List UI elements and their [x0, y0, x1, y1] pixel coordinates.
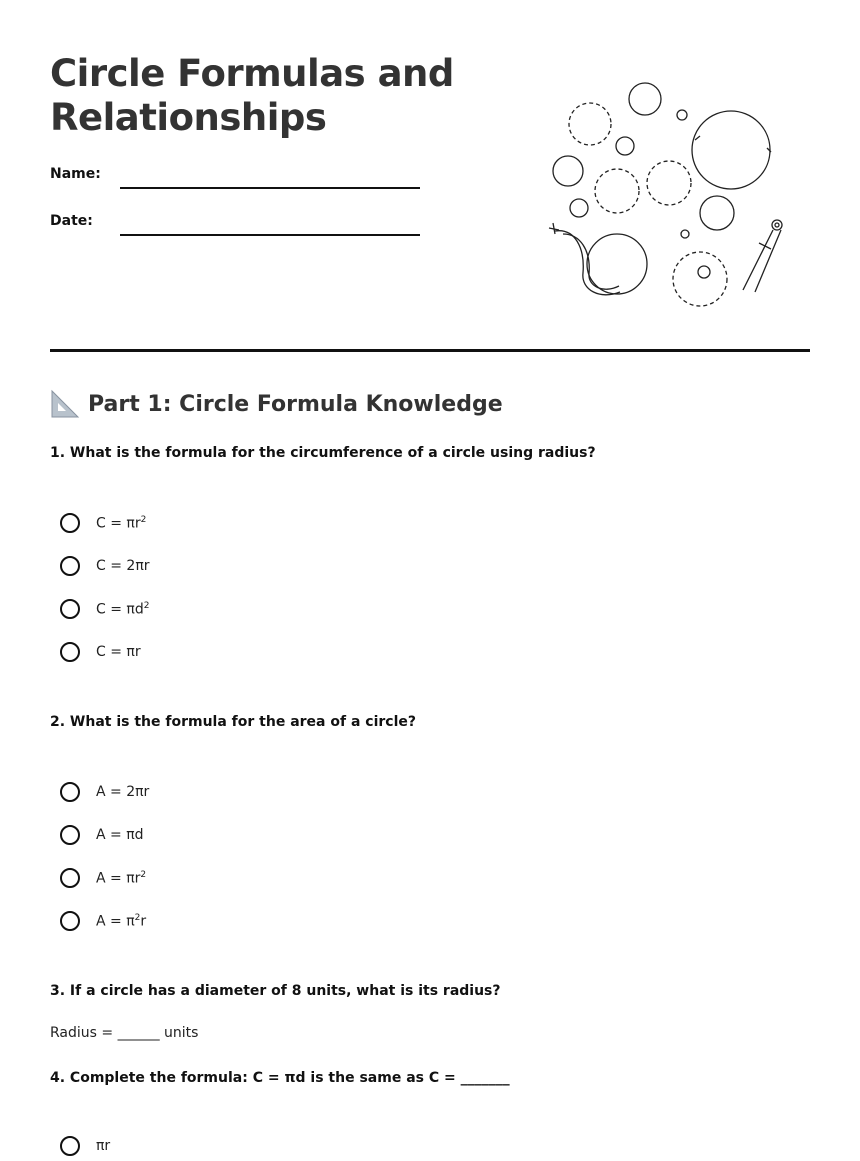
- option-label: A = 2πr: [96, 784, 150, 800]
- option-label: $A = \pi^2r$: [96, 912, 147, 930]
- question-1: 1. What is the formula for the circumference of a circle using radius?: [50, 445, 596, 461]
- option-q2-a[interactable]: [60, 780, 149, 804]
- page-title: Circle Formulas and Relationships: [50, 52, 454, 139]
- radio-button[interactable]: [60, 911, 80, 931]
- radio-button[interactable]: [60, 599, 80, 619]
- circles-illustration: [545, 78, 795, 308]
- option-q2-b[interactable]: [60, 823, 144, 847]
- date-field[interactable]: [120, 234, 420, 236]
- name-label: Name:: [50, 166, 101, 182]
- option-q1-b[interactable]: [60, 554, 150, 578]
- date-label: Date:: [50, 213, 93, 229]
- option-q1-a[interactable]: [60, 511, 146, 535]
- question-2: 2. What is the formula for the area of a circle?: [50, 714, 416, 730]
- radio-button[interactable]: [60, 642, 80, 662]
- radio-button[interactable]: [60, 868, 80, 888]
- option-label: $A = \pi r^2$: [96, 869, 147, 887]
- option-q1-d[interactable]: [60, 640, 141, 664]
- radio-button[interactable]: [60, 782, 80, 802]
- radius-answer-line[interactable]: Radius = ______ units: [50, 1025, 199, 1041]
- section-heading: [50, 388, 503, 420]
- name-field[interactable]: [120, 187, 420, 189]
- question-3: 3. If a circle has a diameter of 8 units, what is its radius?: [50, 983, 501, 999]
- option-label: $C = \pi d^2$: [96, 600, 150, 618]
- question-4: 4. Complete the formula: C = πd is the same as C = _______: [50, 1070, 510, 1086]
- option-q2-d[interactable]: [60, 909, 146, 933]
- option-q4-a[interactable]: [60, 1134, 110, 1158]
- radio-button[interactable]: [60, 513, 80, 533]
- option-q1-c[interactable]: [60, 597, 149, 621]
- section-title: Part 1: Circle Formula Knowledge: [88, 391, 503, 417]
- option-label: A = πd: [96, 827, 144, 843]
- header-divider: [50, 349, 810, 352]
- radio-button[interactable]: [60, 825, 80, 845]
- option-label: C = 2πr: [96, 558, 150, 574]
- option-label: πr: [96, 1138, 111, 1154]
- option-label: C = πr: [96, 644, 141, 660]
- option-q2-c[interactable]: [60, 866, 146, 890]
- radio-button[interactable]: [60, 1136, 80, 1156]
- radio-button[interactable]: [60, 556, 80, 576]
- set-square-icon: [50, 389, 80, 419]
- option-label: $C = \pi r^2$: [96, 514, 147, 532]
